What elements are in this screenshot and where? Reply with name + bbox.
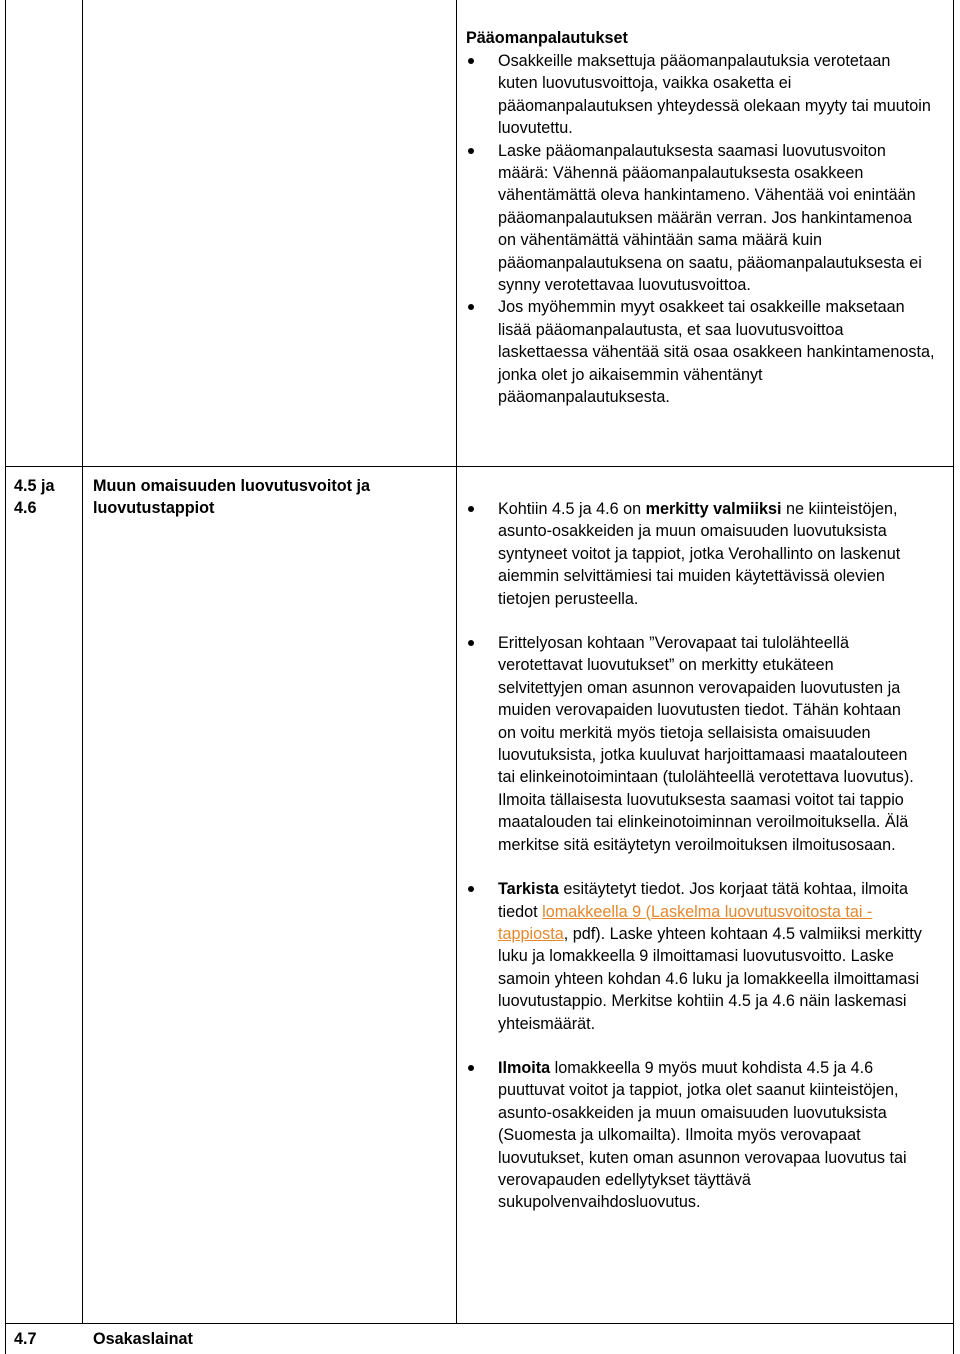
section-heading-paaomanpalautukset: Pääomanpalautukset (466, 29, 628, 47)
row-number-45: 4.5 ja 4.6 (14, 477, 55, 518)
lomake-9-link[interactable]: lomakkeella 9 (Laskelma luovutusvoitosta tai -tappiosta (498, 902, 873, 943)
list-item (466, 1057, 938, 1214)
table-col-divider-2 (456, 0, 457, 1324)
list-item: Laske pääomanpalautuksesta saamasi luovutusvoiton määrä: Vähennä pääomanpalautuksesta osakkeen vähentämättä oleva hankintameno. Vähentää voi enintään pääomanpalautuksen määrän verran. Jos hankintamenoa on vähentämättä vähintään sama määrä kuin pääomanpalautuksena on saatu, pääomanpalautuksesta ei synny verotettavaa luovutusvoittoa. (466, 140, 928, 297)
list-item: Erittelyosan kohtaan ”Verovapaat tai tulolähteellä verotettavat luovutukset” on merkitty etukäteen selvitettyjen oman asunnon verovapaiden luovutusten ja muiden verovapaiden luovutusten tiedot. Tähän kohtaan on voitu merkitä myös tietoja sellaisista omaisuuden luovutuksista, jotka kuuluvat harjoittamaasi maatalouteen tai elinkeinotoimintaan (tulolähteellä verotettava luovutus). Ilmoita tällaisesta luovutuksesta saamasi voitot tai tappio maatalouden tai elinkeinotoiminnan veroilmoituksella. Älä merkitse sitä esitäytetyn veroilmoituksen ilmoitusosaan. (466, 632, 918, 856)
b1-text-post: ne kiinteistöjen, asunto-osakkeiden ja muun omaisuuden luovutuksista syntyneet voitot ja tappiot, jotka Verohallinto on laskenut aiemmin selvittämiesi tai muiden käytettävissä olevien tietojen perusteella. (498, 500, 901, 608)
b3-text-bold: Tarkista (498, 880, 559, 899)
b3-text-pre: esitäytetyt tiedot. Jos korjaat tätä kohtaa, ilmoita tiedot (498, 880, 908, 921)
row-divider-45 (5, 466, 954, 467)
paaoma-bullet-list (466, 50, 950, 409)
row-title-47: Osakaslainat (93, 1330, 193, 1348)
b4-text-bold: Ilmoita (498, 1058, 551, 1077)
table-left-border (5, 0, 6, 1354)
list-item: Jos myöhemmin myyt osakkeet tai osakkeille maksetaan lisää pääomanpalautusta, et saa luovutusvoittoa laskettaessa vähentää sitä osaa osakkeen hankintamenosta, jonka olet jo aikaisemmin vähentänyt pääomanpalautuksesta. (466, 296, 938, 408)
row-divider-47 (5, 1323, 954, 1324)
b1-text-pre: Kohtiin 4.5 ja 4.6 on (498, 500, 646, 518)
b1-text-bold: merkitty valmiiksi (645, 500, 782, 518)
list-item (466, 498, 908, 610)
row-title-45: Muun omaisuuden luovutusvoitot ja luovutustappiot (93, 477, 370, 518)
b4-text-post: lomakkeella 9 myös muut kohdista 4.5 ja 4.6 puuttuvat voitot ja tappiot, jotka olet saanut kiinteistöjen, asunto-osakkeiden ja muun omaisuuden luovutuksista (Suomesta ja ulkomailta). Ilmoita myös verovapaat luovutukset, kuten oman asunnon verovapaa luovutus tai verovapauden edellytykset täyttävä sukupolvenvaihdosluovutus. (498, 1058, 907, 1212)
b3-text-post: , pdf). Laske yhteen kohtaan 4.5 valmiiksi merkitty luku ja lomakkeella 9 ilmoittamasi luovutusvoitto. Laske samoin yhteen kohdan 4.6 luku ja lomakkeella ilmoittamasi luovutustappio. Merkitse kohtiin 4.5 ja 4.6 näin laskemasi yhteismäärät. (498, 924, 922, 1033)
table-right-border (953, 0, 954, 1354)
list-item: Osakkeille maksettuja pääomanpalautuksia verotetaan kuten luovutusvoittoja, vaikka osaketta ei pääomanpalautuksen yhteydessä olekaan myyty tai muutoin luovutettu. (466, 50, 934, 140)
list-item (466, 878, 928, 1035)
table-col-divider-1 (82, 0, 83, 1324)
row-number-47: 4.7 (14, 1330, 37, 1348)
row45-bullet-list (466, 498, 950, 1214)
